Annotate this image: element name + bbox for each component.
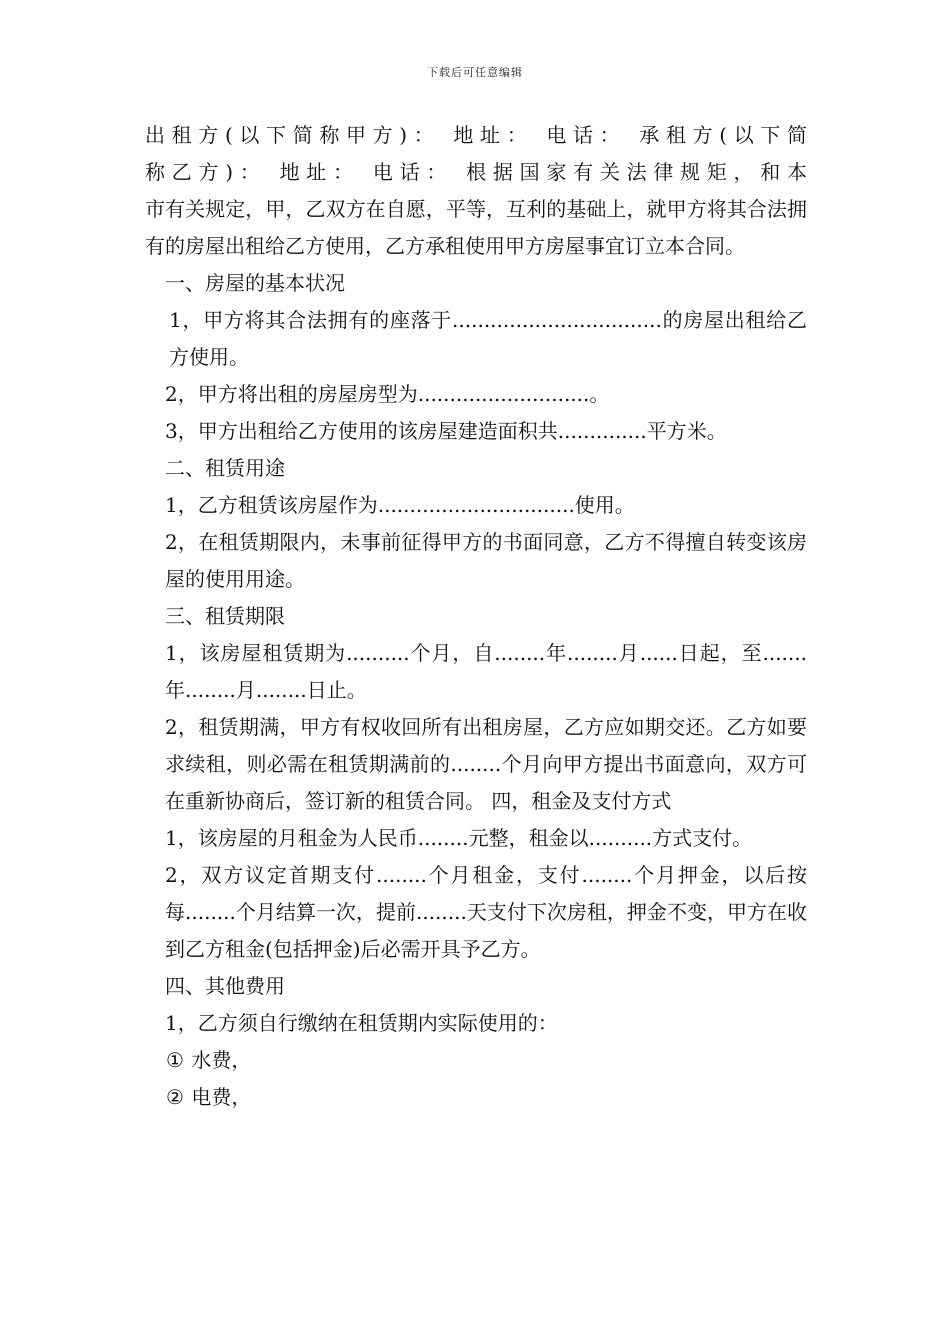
- circled-number-two: ②: [166, 1085, 184, 1109]
- clause-5-1: 1，乙方须自行缴纳在租赁期内实际使用的：: [165, 1011, 558, 1035]
- fee-item-electricity: [145, 1079, 807, 1116]
- section-title-other-fees: 四、其他费用: [165, 974, 285, 998]
- fee-item-electricity-label: 电费，: [185, 1085, 252, 1109]
- section-title-usage: 二、租赁用途: [165, 456, 285, 480]
- intro-line-2: 称乙方)： 地址： 电话： 根据国家有关法律规矩，和本: [145, 160, 807, 184]
- section-title-term: 三、租赁期限: [165, 604, 285, 628]
- clause-1-1: 1，甲方将其合法拥有的座落于.................................的房屋出租给乙方使用。: [169, 308, 807, 369]
- contract-body: [145, 117, 807, 1116]
- page-header: 下载后可任意编辑: [427, 66, 523, 79]
- clause-4-1: 1，该房屋的月租金为人民币........元整，租金以..........方式支付。: [165, 826, 753, 850]
- clause-4-2: 2，双方议定首期支付........个月租金，支付........个月押金，以后按每........个月结算一次，提前........天支付下次房租，押金不变，甲方在收到乙方租金(包括押金)后必需开具予乙方。: [165, 863, 807, 961]
- clause-2-2: 2，在租赁期限内，未事前征得甲方的书面同意，乙方不得擅自转变该房屋的使用用途。: [165, 530, 807, 591]
- fee-item-water: [145, 1042, 807, 1079]
- intro-line-1: 出租方(以下简称甲方)： 地址： 电话： 承租方(以下简: [145, 123, 807, 147]
- clause-3-2: 2，租赁期满，甲方有权收回所有出租房屋，乙方应如期交还。乙方如要求续租，则必需在租赁期满前的........个月向甲方提出书面意向，双方可在重新协商后，签订新的租赁合同。 四，租金及支付方式: [165, 715, 807, 813]
- clause-3-1: 1，该房屋租赁期为..........个月，自........年........月......日起，至.......年........月........日止。: [165, 641, 807, 702]
- fee-item-water-label: 水费，: [185, 1048, 252, 1072]
- clause-1-3: 3，甲方出租给乙方使用的该房屋建造面积共..............平方米。: [165, 419, 727, 443]
- section-title-basic-status: 一、房屋的基本状况: [165, 271, 345, 295]
- intro-paragraph: 市有关规定，甲，乙双方在自愿，平等，互利的基础上，就甲方将其合法拥有的房屋出租给乙方使用，乙方承租使用甲方房屋事宜订立本合同。: [145, 197, 807, 258]
- circled-number-one: ①: [166, 1048, 184, 1072]
- clause-2-1: 1，乙方租赁该房屋作为...............................使用。: [165, 493, 635, 517]
- clause-1-2: 2，甲方将出租的房屋房型为...........................。: [165, 382, 610, 406]
